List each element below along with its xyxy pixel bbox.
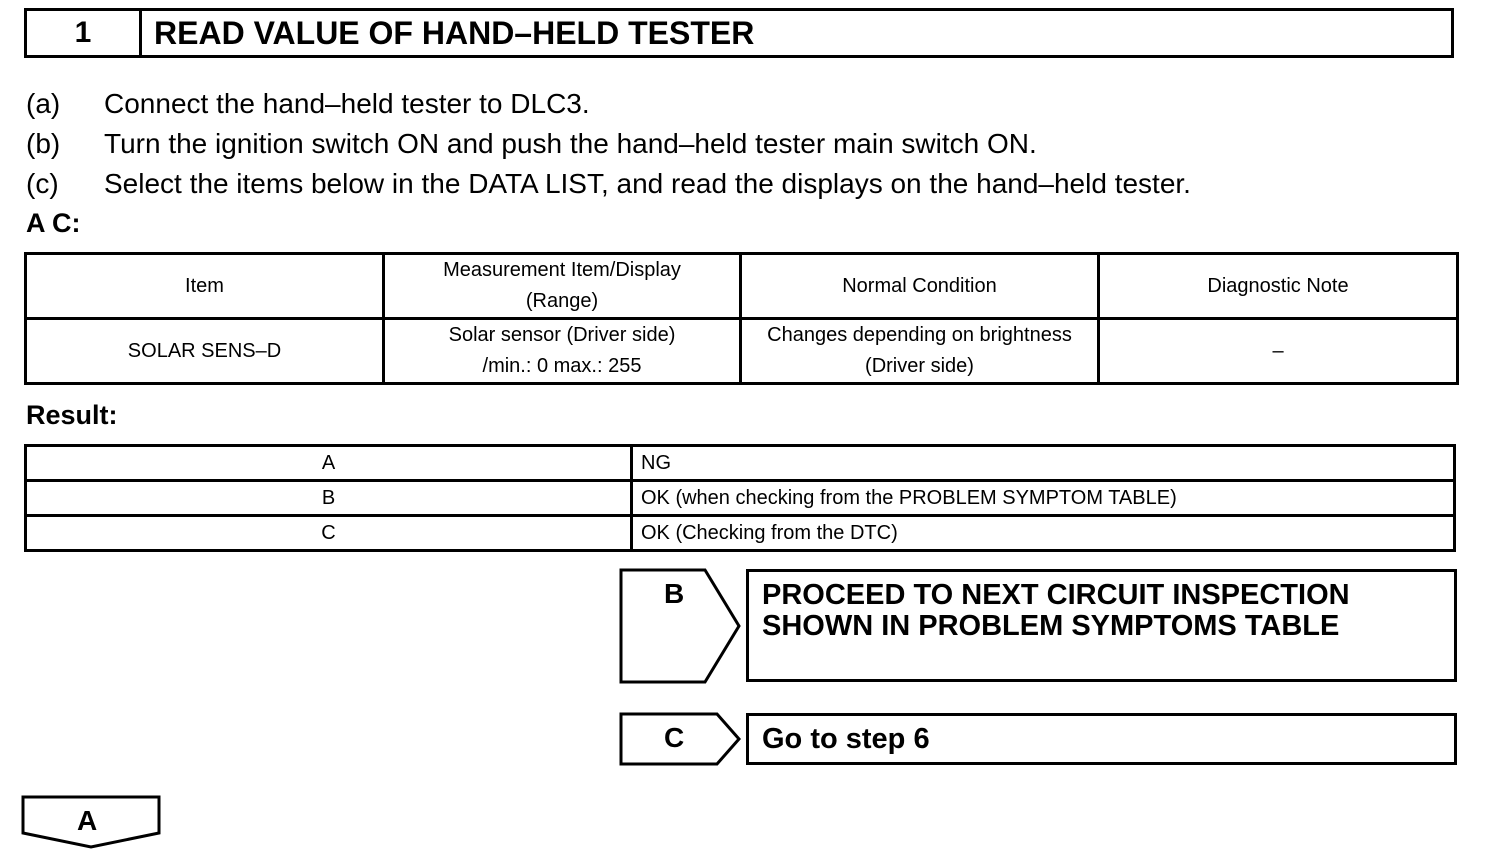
- step-number: 1: [27, 11, 142, 55]
- table-row: [26, 481, 1455, 516]
- cell-note: –: [1099, 319, 1458, 384]
- result-code: A: [26, 446, 632, 481]
- result-desc: OK (when checking from the PROBLEM SYMPTOM TABLE): [632, 481, 1455, 516]
- instruction-text: Turn the ignition switch ON and push the hand–held tester main switch ON.: [104, 128, 1037, 159]
- cell-measurement-line1: Solar sensor (Driver side): [448, 324, 676, 346]
- cell-measurement: [384, 319, 741, 384]
- header-item: Item: [26, 254, 384, 319]
- result-desc: NG: [632, 446, 1455, 481]
- instruction-text: Select the items below in the DATA LIST, and read the displays on the hand–held tester.: [104, 168, 1191, 199]
- result-table: [24, 444, 1456, 552]
- b-arrow-label: B: [664, 578, 685, 609]
- cell-normal-line2: (Driver side): [865, 355, 974, 377]
- c-arrow-label: C: [664, 722, 685, 753]
- instruction-label: (b): [26, 128, 61, 159]
- instruction-b: [26, 124, 1037, 164]
- instruction-label: (a): [26, 88, 61, 119]
- step-header: [24, 8, 1454, 58]
- a-arrow-label: A: [77, 805, 98, 836]
- b-result-box: [746, 569, 1457, 682]
- cell-normal-line1: Changes depending on brightness: [767, 324, 1072, 346]
- section-label: A C:: [26, 208, 81, 238]
- header-measurement-line2: (Range): [525, 290, 599, 312]
- header-measurement-line1: Measurement Item/Display: [443, 259, 681, 281]
- cell-normal: [741, 319, 1099, 384]
- result-code: B: [26, 481, 632, 516]
- header-normal: Normal Condition: [741, 254, 1099, 319]
- instruction-text: Connect the hand–held tester to DLC3.: [104, 88, 590, 119]
- header-note: Diagnostic Note: [1099, 254, 1458, 319]
- c-result-box: [746, 713, 1457, 765]
- table-header-row: [26, 254, 1458, 319]
- cell-measurement-line2: /min.: 0 max.: 255: [482, 355, 642, 377]
- cell-item: SOLAR SENS–D: [26, 319, 384, 384]
- result-label: Result:: [26, 400, 118, 430]
- header-measurement: [384, 254, 741, 319]
- b-result-line2: SHOWN IN PROBLEM SYMPTOMS TABLE: [762, 610, 1340, 642]
- step-title: READ VALUE OF HAND–HELD TESTER: [154, 14, 755, 51]
- b-result-line1: PROCEED TO NEXT CIRCUIT INSPECTION: [762, 579, 1350, 611]
- instruction-a: [26, 84, 590, 124]
- result-code: C: [26, 516, 632, 551]
- instruction-label: (c): [26, 168, 59, 199]
- table-row: [26, 319, 1458, 384]
- table-row: [26, 446, 1455, 481]
- table-row: [26, 516, 1455, 551]
- c-result-text: Go to step 6: [762, 723, 930, 755]
- result-desc: OK (Checking from the DTC): [632, 516, 1455, 551]
- instruction-c: [26, 164, 1191, 204]
- data-list-table: [24, 252, 1459, 385]
